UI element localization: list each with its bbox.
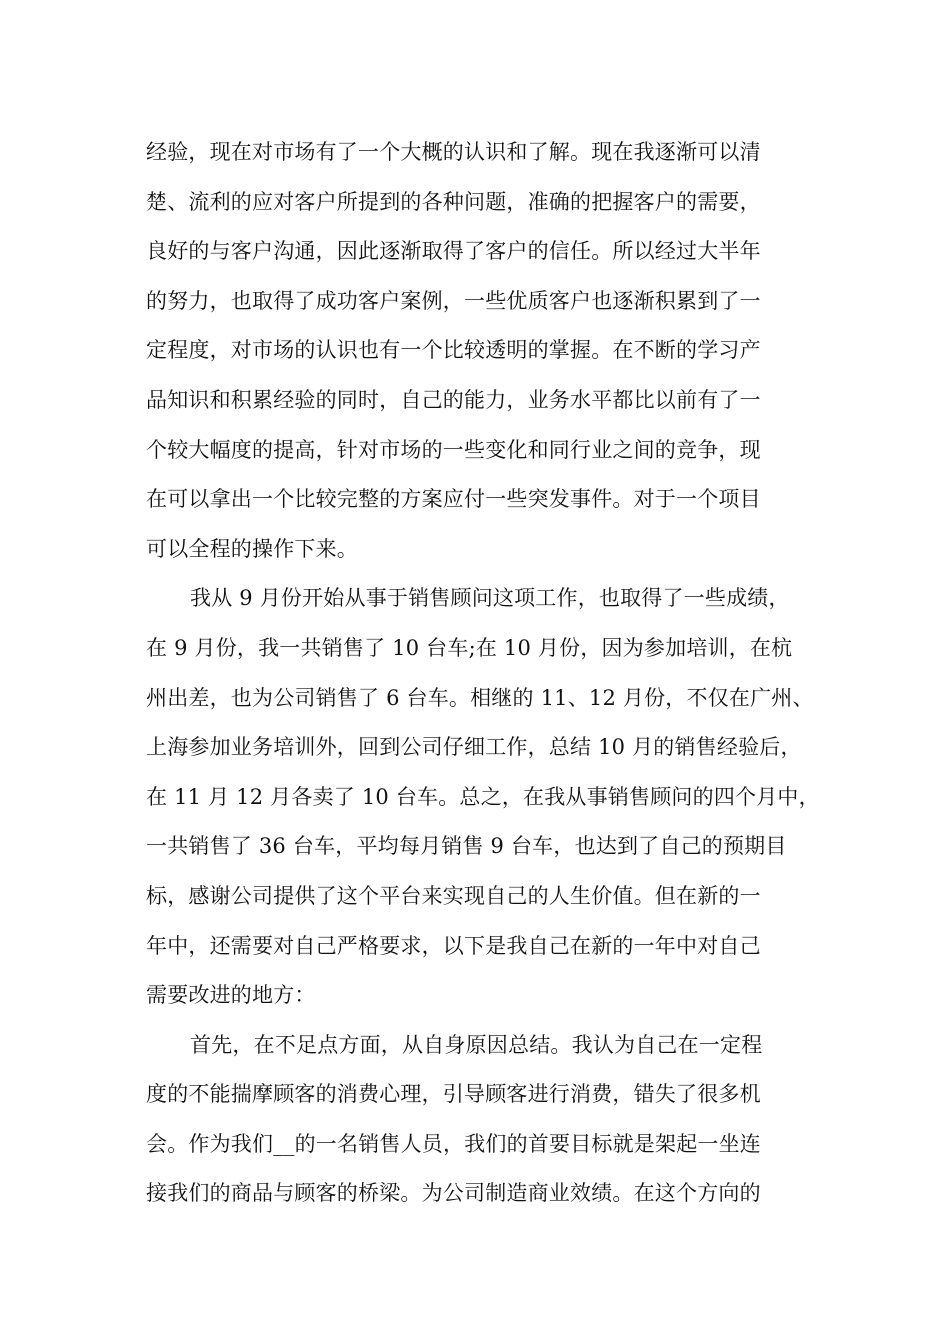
paragraph-start-line: 首先，在不足点方面，从自身原因总结。我认为自己在一定程	[190, 1032, 763, 1057]
text-line: 年中，还需要对自己严格要求，以下是我自己在新的一年中对自己	[146, 933, 761, 958]
text-line: 品知识和积累经验的同时，自己的能力，业务水平都比以前有了一	[146, 387, 761, 412]
text-line: 一共销售了 36 台车，平均每月销售 9 台车，也达到了自己的预期目	[146, 834, 787, 859]
text-line: 定程度，对市场的认识也有一个比较透明的掌握。在不断的学习产	[146, 338, 761, 363]
text-line: 会。作为我们__的一名销售人员，我们的首要目标就是架起一坐连	[146, 1131, 761, 1156]
text-line: 标，感谢公司提供了这个平台来实现自己的人生价值。但在新的一	[146, 883, 761, 908]
text-line: 接我们的商品与顾客的桥梁。为公司制造商业效绩。在这个方向的	[146, 1181, 761, 1206]
text-line: 可以全程的操作下来。	[146, 536, 358, 561]
text-line: 个较大幅度的提高，针对市场的一些变化和同行业之间的竞争，现	[146, 437, 761, 462]
text-line: 在可以拿出一个比较完整的方案应付一些突发事件。对于一个项目	[146, 487, 761, 512]
text-line: 州出差，也为公司销售了 6 台车。相继的 11、12 月份，不仅在广州、	[146, 685, 814, 710]
text-line: 的努力，也取得了成功客户案例，一些优质客户也逐渐积累到了一	[146, 288, 761, 313]
text-line: 经验，现在对市场有了一个大概的认识和了解。现在我逐渐可以清	[146, 140, 761, 164]
text-line: 良好的与客户沟通，因此逐渐取得了客户的信任。所以经过大半年	[146, 239, 761, 264]
text-line: 在 9 月份，我一共销售了 10 台车;在 10 月份，因为参加培训，在杭	[146, 635, 793, 660]
body-text	[146, 128, 820, 1219]
text-line: 需要改进的地方：	[146, 983, 316, 1008]
text-line: 度的不能揣摩顾客的消费心理，引导顾客进行消费，错失了很多机	[146, 1082, 761, 1107]
text-line: 上海参加业务培训外，回到公司仔细工作，总结 10 月的销售经验后，	[146, 735, 802, 760]
text-line: 在 11 月 12 月各卖了 10 台车。总之，在我从事销售顾问的四个月中，	[146, 784, 820, 809]
paragraph-start-line: 我从 9 月份开始从事于销售顾问这项工作，也取得了一些成绩，	[190, 586, 790, 611]
text-line: 楚、流利的应对客户所提到的各种问题，准确的把握客户的需要，	[146, 189, 761, 214]
